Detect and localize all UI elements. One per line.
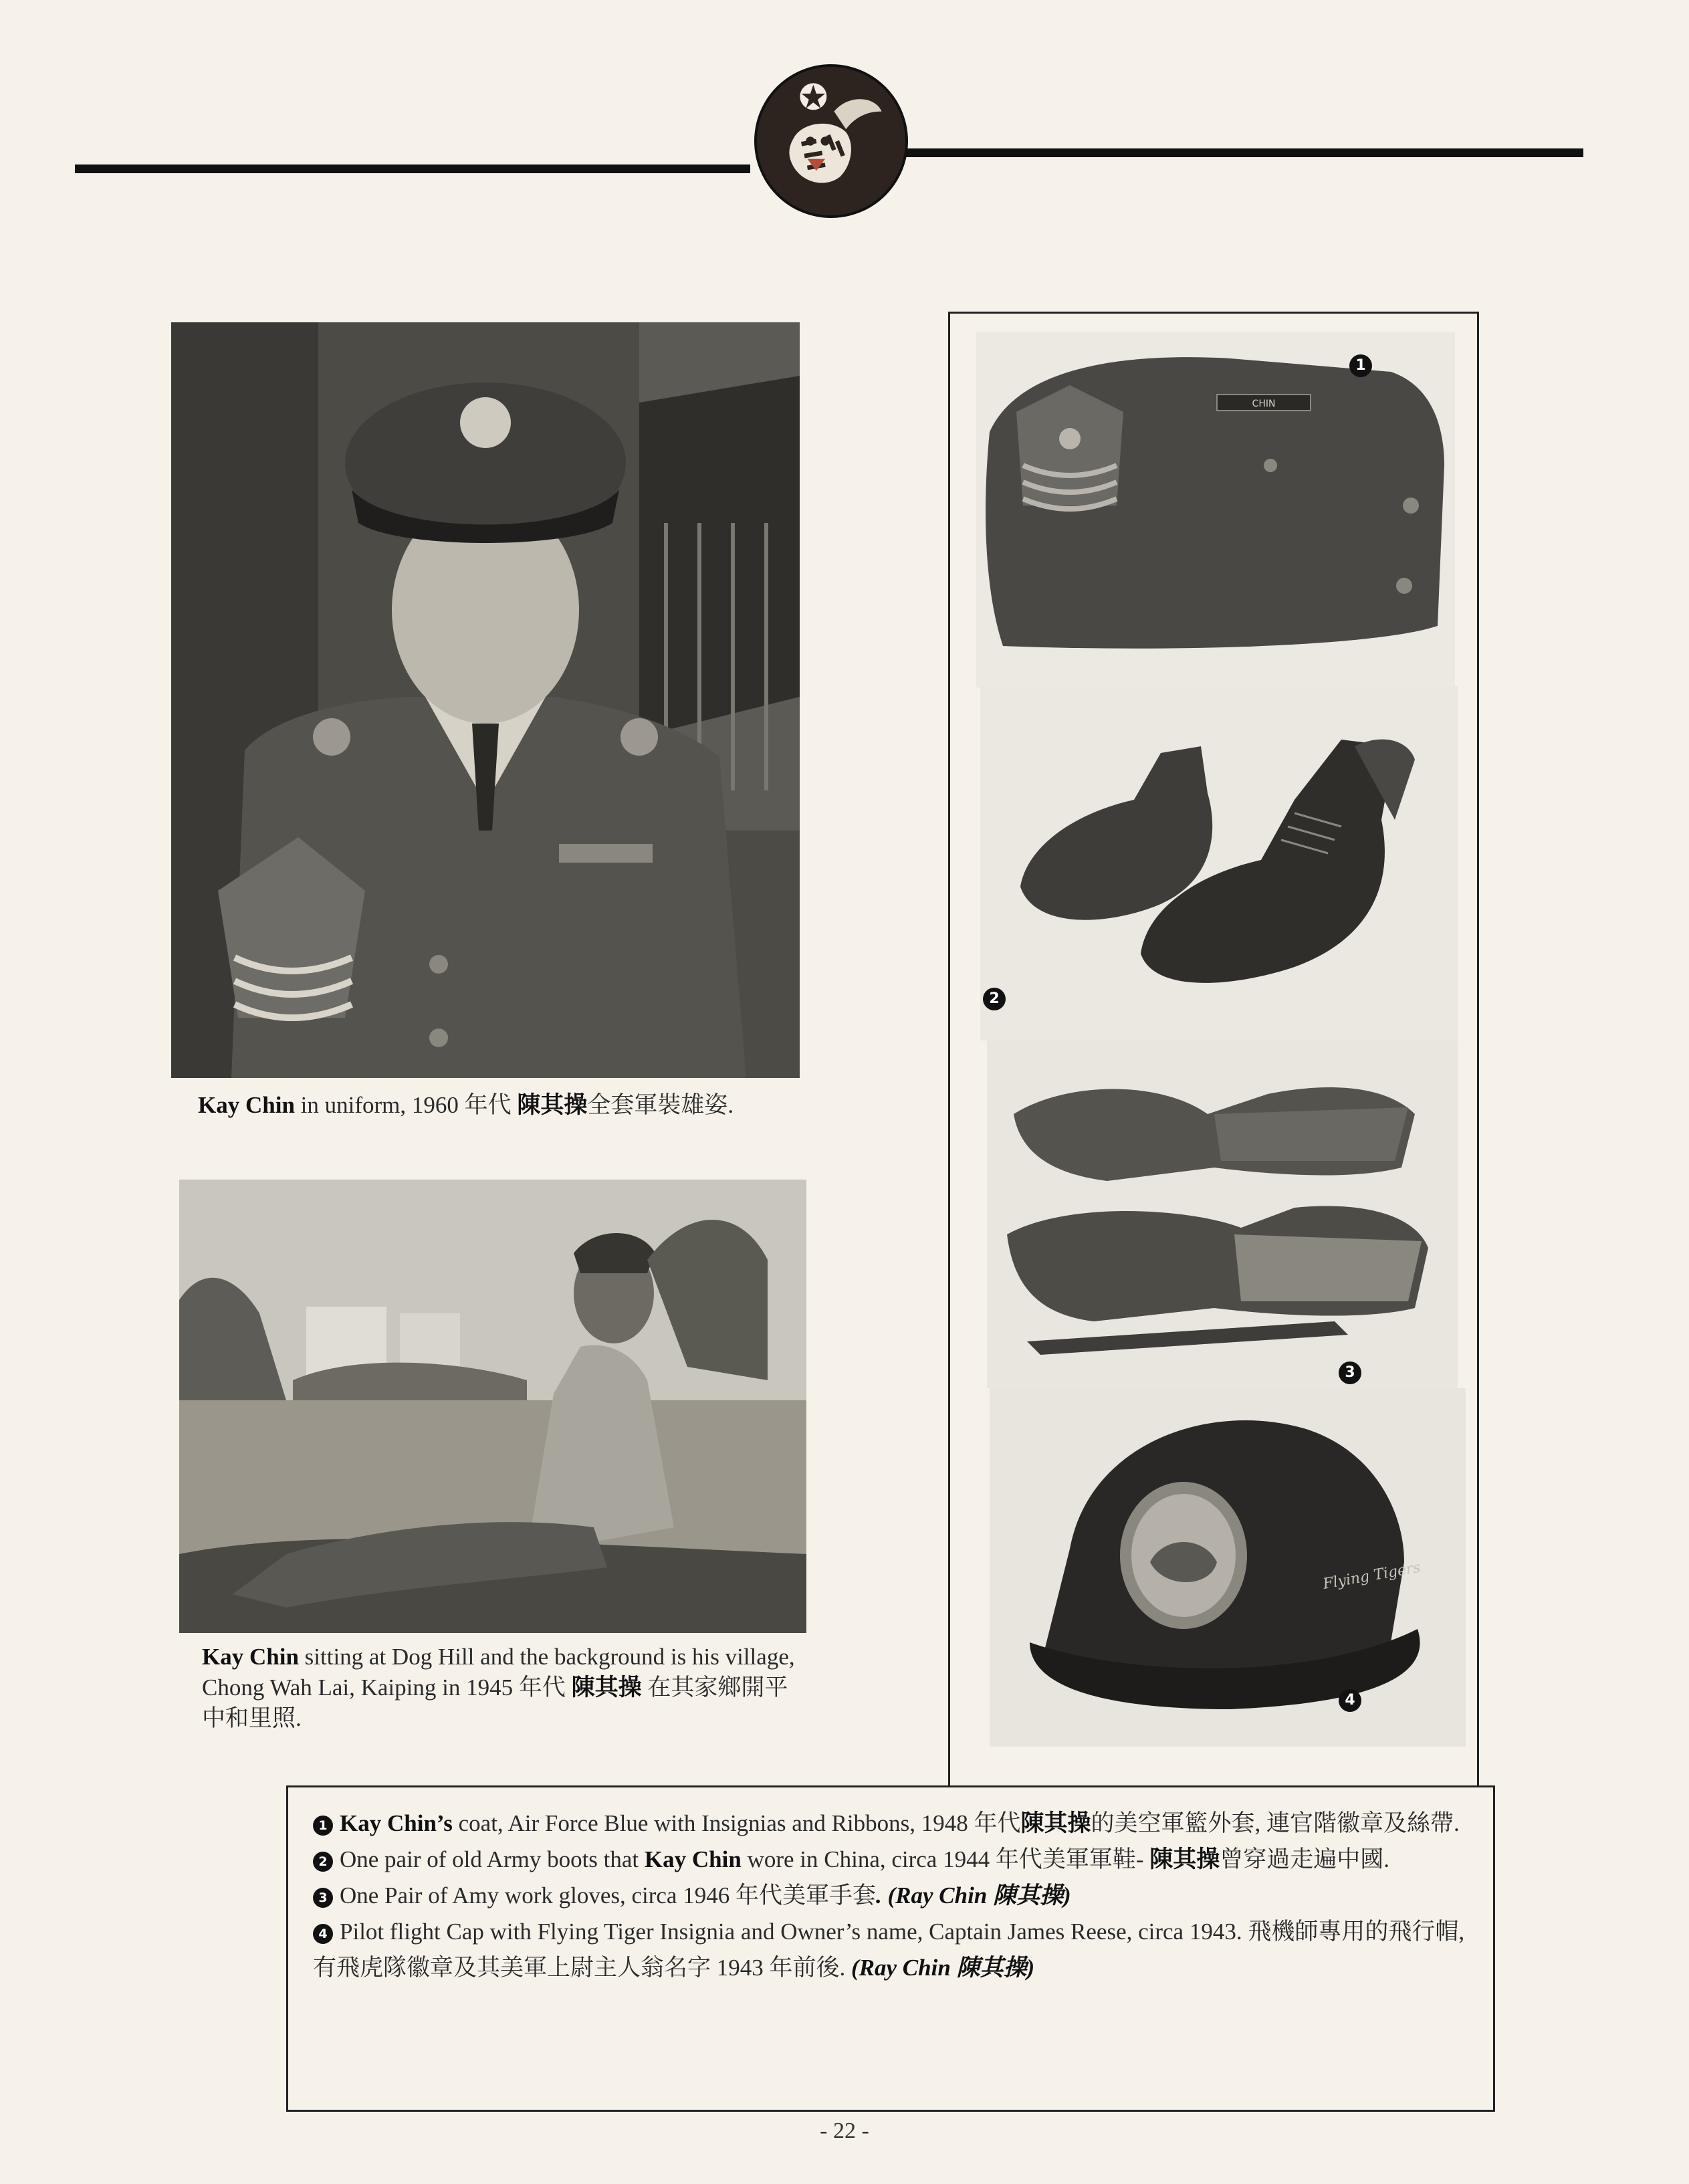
note-2-text-a: One pair of old Army boots that [340, 1846, 645, 1872]
caption-dog-hill-cn-text: 在其家鄉開平中和里照. [202, 1674, 788, 1731]
cap-signature: Flying Tigers [1321, 1559, 1422, 1593]
caption-uniform-photo [198, 1090, 800, 1121]
work-gloves-photo [987, 1041, 1458, 1388]
caption-uniform-text: in uniform, 1960 年代 [294, 1092, 518, 1118]
flying-tiger-emblem-icon [754, 64, 908, 218]
note-2-number: 2 [313, 1852, 333, 1872]
air-force-coat-photo [976, 332, 1455, 687]
item-2-badge: 2 [983, 988, 1006, 1010]
note-3-number: 3 [313, 1888, 333, 1908]
note-2-cn-text: 曾穿過走遍中國. [1220, 1846, 1390, 1872]
note-1-name: Kay Chin’s [340, 1810, 453, 1836]
page-number: - 22 - [820, 2118, 869, 2143]
note-3-credit: . (Ray Chin 陳其操) [875, 1882, 1071, 1908]
coat-name-tag: CHIN [1252, 399, 1276, 409]
item-1-badge: 1 [1349, 354, 1372, 377]
caption-uniform-name: Kay Chin [198, 1092, 295, 1118]
caption-dog-hill-photo [202, 1642, 810, 1734]
pilot-flight-cap-photo [990, 1388, 1466, 1747]
kay-chin-uniform-photo [171, 322, 800, 1078]
caption-dog-hill-text: sitting at Dog Hill and the background is his village, Chong Wah Lai, Kaiping in 1945 年代 [202, 1644, 795, 1701]
note-2-name: Kay Chin [644, 1846, 742, 1872]
note-item-1 [313, 1806, 1476, 1842]
note-4-number: 4 [313, 1924, 333, 1944]
item-notes [313, 1806, 1476, 1986]
header-rule-left [75, 165, 750, 173]
note-1-text: coat, Air Force Blue with Insignias and Ribbons, 1948 年代 [452, 1810, 1021, 1836]
note-1-number: 1 [313, 1816, 333, 1836]
header-rule-right [905, 148, 1583, 157]
note-3-text: One Pair of Amy work gloves, circa 1946 年代美軍手套 [340, 1882, 876, 1908]
note-2-cn-name: 陳其操 [1149, 1846, 1220, 1872]
item-3-badge: 3 [1339, 1361, 1361, 1384]
note-item-2 [313, 1842, 1476, 1878]
note-4-text: Pilot flight Cap with Flying Tiger Insignia and Owner’s name, Captain James Reese, circa 1943. 飛機師專用的飛行帽, 有飛虎隊徽章及其美軍上尉主人翁名字 1943 年前後. [313, 1919, 1465, 1981]
note-1-cn-text: 的美空軍籃外套, 連官階徽章及絲帶. [1091, 1810, 1460, 1836]
note-2-text-b: wore in China, circa 1944 年代美軍軍鞋- [741, 1846, 1150, 1872]
note-1-cn-name: 陳其操 [1020, 1810, 1091, 1836]
caption-dog-hill-cn-name: 陳其操 [571, 1674, 642, 1701]
kay-chin-dog-hill-photo [179, 1180, 806, 1633]
note-item-3 [313, 1878, 1476, 1914]
note-item-4 [313, 1914, 1476, 1986]
item-4-badge: 4 [1339, 1689, 1361, 1712]
note-4-credit: (Ray Chin 陳其操) [851, 1955, 1035, 1981]
army-boots-photo [980, 686, 1458, 1041]
caption-uniform-cn-text: 全套軍裝雄姿. [587, 1092, 734, 1118]
caption-uniform-cn-name: 陳其操 [517, 1092, 588, 1118]
caption-dog-hill-name: Kay Chin [202, 1644, 299, 1670]
